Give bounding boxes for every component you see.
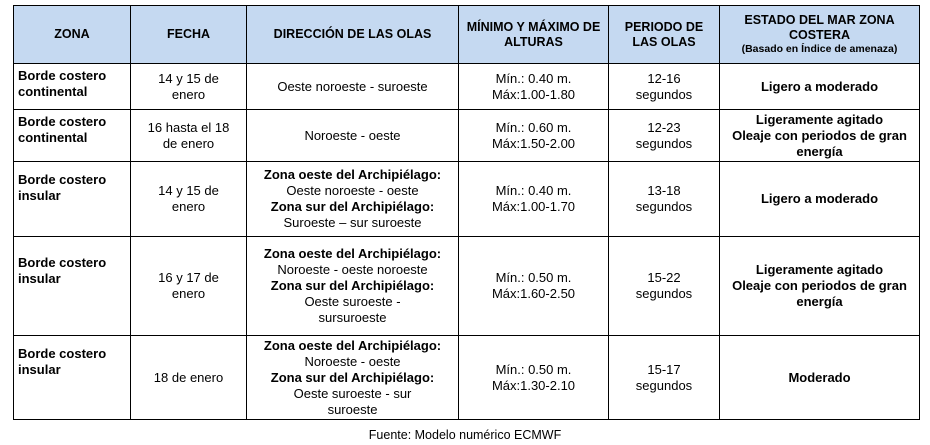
altura-min: Mín.: 0.50 m. (495, 270, 572, 285)
fecha-line-2: enero (171, 199, 206, 214)
table-row (14, 237, 920, 336)
direccion-zona-oeste: Zona oeste del Archipiélago: (263, 337, 442, 353)
cell-direccion (247, 110, 459, 162)
direccion-zona-oeste: Zona oeste del Archipiélago: (263, 167, 442, 182)
table-row (14, 336, 920, 420)
cell-zona (14, 64, 131, 110)
cell-periodo (609, 110, 720, 162)
header-estado-line-1: ESTADO DEL MAR (744, 13, 856, 27)
header-periodo-line-2: LAS OLAS (632, 34, 696, 49)
cell-estado (720, 237, 920, 336)
zona-line-2: continental (18, 84, 88, 99)
periodo-value: 15-22 (647, 270, 681, 285)
cell-estado (720, 110, 920, 162)
fecha-line-2: de enero (162, 135, 215, 151)
cell-alturas (459, 64, 609, 110)
zona-line-2: insular (18, 271, 61, 286)
direccion-value-oeste: Noroeste - oeste noroeste (277, 262, 428, 277)
altura-max: Máx:1.00-1.80 (491, 86, 576, 102)
header-estado-line-2: ZONA COSTERA (788, 13, 895, 42)
cell-alturas (459, 110, 609, 162)
altura-min: Mín.: 0.50 m. (495, 361, 572, 377)
cell-zona (14, 162, 131, 237)
altura-min: Mín.: 0.40 m. (495, 183, 572, 198)
estado-line-1: Ligero a moderado (760, 78, 879, 94)
header-alturas-line-1: MÍNIMO Y (466, 19, 525, 34)
estado-line-2: Oleaje con periodos de gran (732, 127, 907, 143)
cell-fecha (131, 110, 247, 162)
direccion-value: Noroeste - oeste (304, 127, 401, 143)
cell-zona (14, 110, 131, 162)
cell-fecha (131, 162, 247, 237)
cell-periodo (609, 162, 720, 237)
zona-line-2: insular (18, 188, 61, 203)
altura-max: Máx:1.00-1.70 (491, 199, 576, 214)
estado-line-3: energía (796, 294, 843, 309)
header-alturas (459, 6, 609, 64)
header-alturas-line-2: MÁXIMO DE (528, 19, 601, 34)
periodo-value: 15-17 (647, 361, 681, 377)
cell-alturas (459, 237, 609, 336)
cell-direccion (247, 237, 459, 336)
direccion-zona-sur: Zona sur del Archipiélago: (270, 199, 435, 214)
cell-zona (14, 237, 131, 336)
wave-forecast-table (13, 5, 920, 420)
estado-line-1: Ligero a moderado (760, 191, 879, 206)
zona-line-1: Borde costero (18, 255, 107, 270)
zona-line-1: Borde costero (18, 114, 107, 129)
zona-line-2: continental (18, 130, 88, 145)
header-estado-sub: (Basado en Índice de amenaza) (741, 43, 898, 55)
periodo-unit: segundos (635, 86, 693, 102)
cell-fecha (131, 336, 247, 420)
fecha-line-1: 18 de enero (153, 369, 224, 385)
header-periodo-line-1: PERIODO DE (624, 19, 704, 34)
direccion-zona-oeste: Zona oeste del Archipiélago: (263, 246, 442, 261)
direccion-value: Oeste noroeste - suroeste (277, 78, 428, 94)
source-caption: Fuente: Modelo numérico ECMWF (368, 428, 562, 442)
table-header-row (14, 6, 920, 64)
cell-periodo (609, 64, 720, 110)
fecha-line-1: 14 y 15 de (158, 70, 219, 86)
cell-direccion (247, 64, 459, 110)
periodo-unit: segundos (635, 199, 693, 214)
cell-zona (14, 336, 131, 420)
altura-max: Máx:1.60-2.50 (491, 286, 576, 301)
zona-line-1: Borde costero (18, 68, 107, 83)
cell-direccion (247, 336, 459, 420)
estado-line-1: Moderado (788, 369, 851, 385)
periodo-unit: segundos (635, 286, 693, 301)
header-fecha: FECHA (131, 6, 247, 64)
cell-direccion (247, 162, 459, 237)
periodo-value: 12-23 (647, 119, 681, 135)
periodo-unit: segundos (635, 377, 693, 393)
fecha-line-2: enero (171, 86, 206, 102)
zona-line-2: insular (18, 362, 61, 377)
direccion-value-sur-1: Oeste suroeste - (304, 294, 401, 309)
altura-min: Mín.: 0.40 m. (495, 70, 572, 86)
cell-estado (720, 336, 920, 420)
direccion-value-sur-2: suroeste (327, 401, 378, 417)
direccion-value-sur: Suroeste – sur suroeste (283, 215, 422, 230)
cell-periodo (609, 237, 720, 336)
cell-alturas (459, 336, 609, 420)
estado-line-1: Ligeramente agitado (755, 262, 884, 277)
zona-line-1: Borde costero (18, 172, 107, 187)
cell-periodo (609, 336, 720, 420)
direccion-value-sur-2: sursuroeste (318, 310, 387, 325)
table-row (14, 110, 920, 162)
periodo-unit: segundos (635, 135, 693, 151)
header-periodo (609, 6, 720, 64)
fecha-line-1: 16 y 17 de (158, 270, 219, 285)
header-alturas-line-3: ALTURAS (504, 34, 563, 49)
direccion-zona-sur: Zona sur del Archipiélago: (270, 278, 435, 293)
estado-line-2: Oleaje con periodos de gran (732, 278, 907, 293)
direccion-value-oeste: Noroeste - oeste (304, 353, 401, 369)
cell-estado (720, 162, 920, 237)
direccion-value-oeste: Oeste noroeste - oeste (286, 183, 419, 198)
header-zona: ZONA (14, 6, 131, 64)
direccion-zona-sur: Zona sur del Archipiélago: (270, 369, 435, 385)
altura-min: Mín.: 0.60 m. (495, 119, 572, 135)
zona-line-1: Borde costero (18, 346, 107, 361)
fecha-line-2: enero (171, 286, 206, 301)
header-estado (720, 6, 920, 64)
estado-line-1: Ligeramente agitado (755, 111, 884, 127)
cell-fecha (131, 237, 247, 336)
cell-estado (720, 64, 920, 110)
periodo-value: 13-18 (647, 183, 681, 198)
periodo-value: 12-16 (647, 70, 681, 86)
table-row (14, 162, 920, 237)
fecha-line-1: 16 hasta el 18 (147, 119, 230, 135)
cell-alturas (459, 162, 609, 237)
estado-line-3: energía (796, 143, 843, 159)
fecha-line-1: 14 y 15 de (158, 183, 219, 198)
header-direccion: DIRECCIÓN DE LAS OLAS (247, 6, 459, 64)
table-row (14, 64, 920, 110)
direccion-value-sur-1: Oeste suroeste - sur (293, 385, 412, 401)
altura-max: Máx:1.30-2.10 (491, 377, 576, 393)
cell-fecha (131, 64, 247, 110)
altura-max: Máx:1.50-2.00 (491, 135, 576, 151)
